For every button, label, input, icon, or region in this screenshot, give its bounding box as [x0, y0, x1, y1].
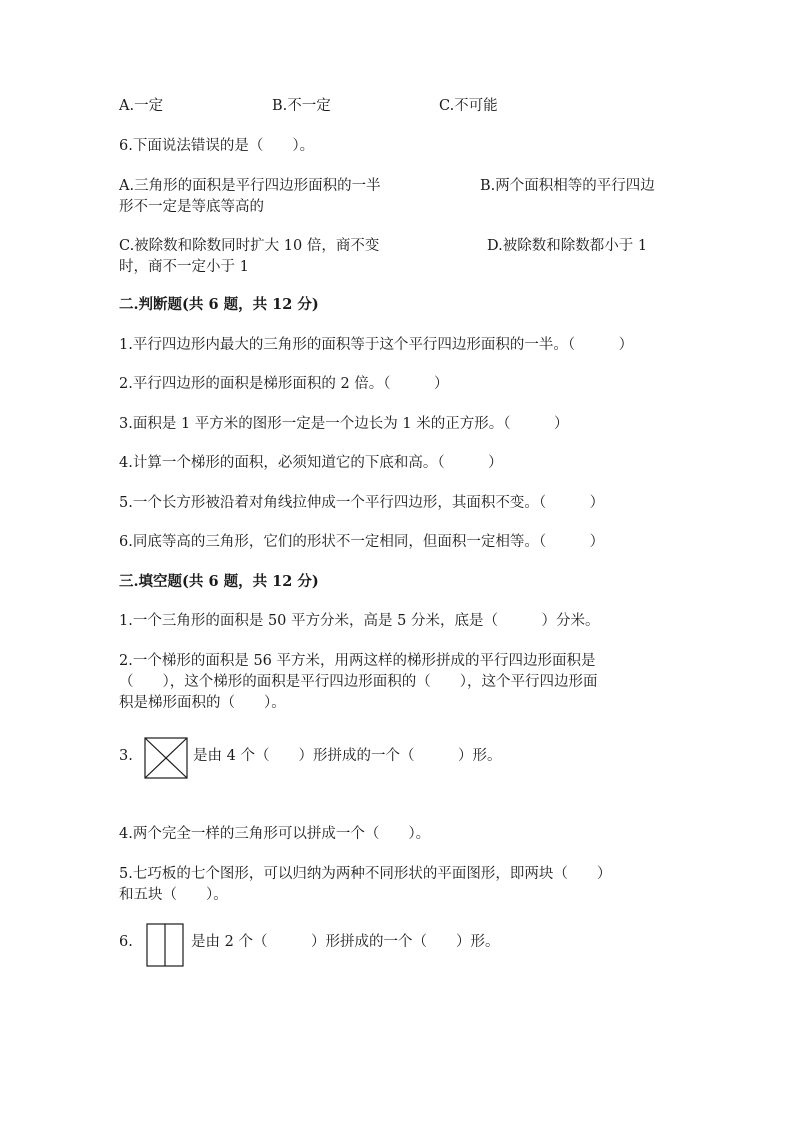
section3-q3-number: 3.	[119, 748, 133, 764]
section2-item-3: 3.面积是 1 平方米的图形一定是一个边长为 1 米的正方形。（ ）	[119, 416, 569, 432]
section2-item-4: 4.计算一个梯形的面积，必须知道它的下底和高。（ ）	[119, 455, 503, 471]
section2-item-2: 2.平行四边形的面积是梯形面积的 2 倍。（ ）	[119, 376, 449, 392]
section3-q2-line2: （ ），这个梯形的面积是平行四边形面积的（ ），这个平行四边形面	[119, 674, 598, 690]
section2-title: 二.判断题(共 6 题，共 12 分)	[119, 296, 319, 313]
q6-option-d-line1: D.被除数和除数都小于 1	[487, 238, 648, 254]
section3-title: 三.填空题(共 6 题，共 12 分)	[119, 573, 319, 590]
q5-option-a: A.一定	[119, 98, 164, 114]
section3-q1: 1.一个三角形的面积是 50 平方分米，高是 5 分米，底是（ ）分米。	[119, 613, 600, 629]
section3-q2-line3: 积是梯形面积的（ ）。	[119, 695, 286, 711]
section2-item-1: 1.平行四边形内最大的三角形的面积等于这个平行四边形面积的一半。（ ）	[119, 337, 634, 353]
q6-option-a: A.三角形的面积是平行四边形面积的一半	[119, 178, 381, 194]
section3-q5-line1: 5.七巧板的七个图形，可以归纳为两种不同形状的平面图形，即两块（ ）	[119, 866, 612, 882]
square-with-diagonals-figure	[144, 737, 188, 779]
section3-q6-number: 6.	[119, 934, 133, 950]
q6-option-d-line2: 时，商不一定小于 1	[119, 259, 249, 275]
section2-item-6: 6.同底等高的三角形，它们的形状不一定相同，但面积一定相等。（ ）	[119, 534, 605, 550]
q6-stem: 6.下面说法错误的是（ ）。	[119, 138, 315, 154]
section3-q4: 4.两个完全一样的三角形可以拼成一个（ ）。	[119, 826, 431, 842]
section3-q5-line2: 和五块（ ）。	[119, 887, 228, 903]
q5-option-b: B.不一定	[272, 98, 331, 114]
q6-option-c: C.被除数和除数同时扩大 10 倍，商不变	[119, 238, 380, 254]
section3-q3-text: 是由 4 个（ ）形拼成的一个（ ）形。	[193, 748, 502, 764]
section3-q2-line1: 2.一个梯形的面积是 56 平方米，用两这样的梯形拼成的平行四边形面积是	[119, 653, 596, 669]
rectangle-split-figure	[146, 923, 184, 967]
q6-option-b-line1: B.两个面积相等的平行四边	[480, 178, 655, 194]
section3-q6-text: 是由 2 个（ ）形拼成的一个（ ）形。	[191, 934, 500, 950]
section2-item-5: 5.一个长方形被沿着对角线拉伸成一个平行四边形，其面积不变。（ ）	[119, 495, 605, 511]
q5-option-c: C.不可能	[439, 98, 498, 114]
q6-option-b-line2: 形不一定是等底等高的	[119, 199, 264, 215]
